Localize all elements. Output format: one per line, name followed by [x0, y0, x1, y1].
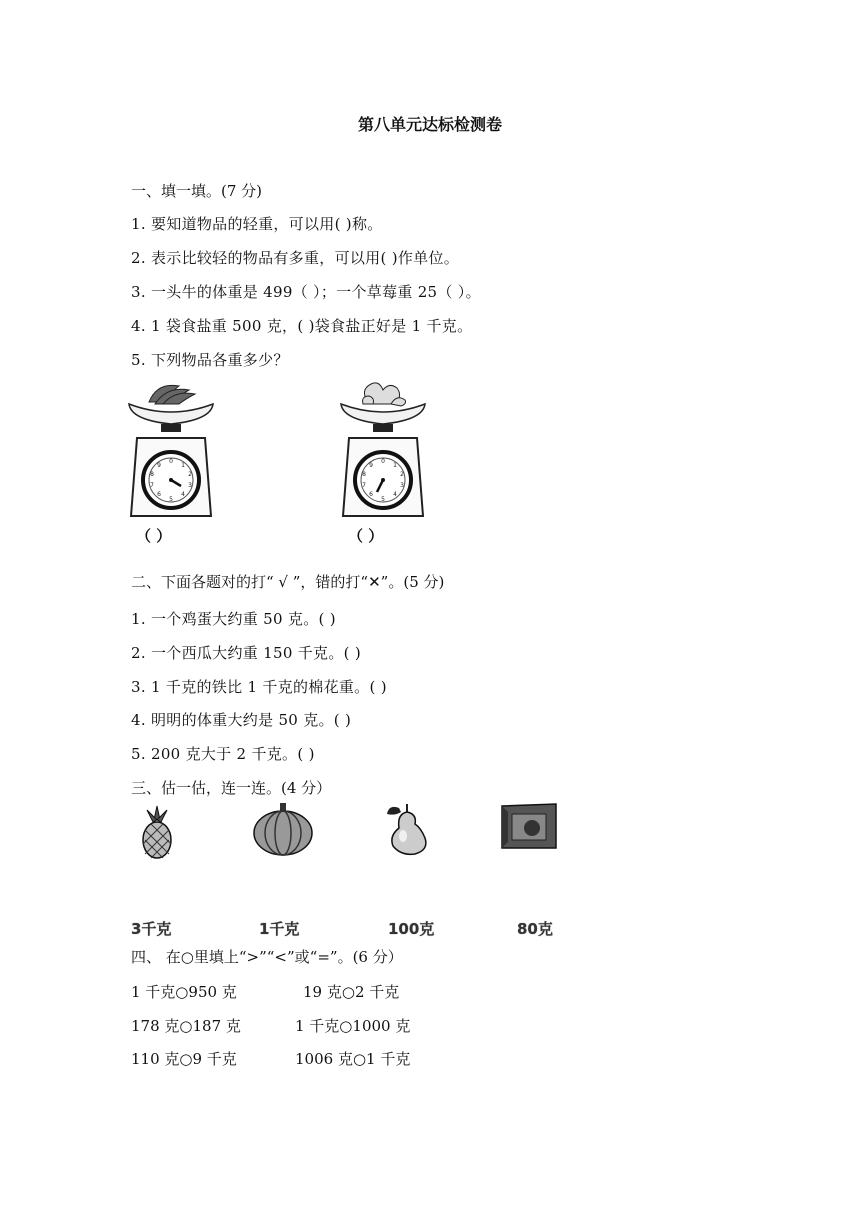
svg-text:8: 8: [362, 471, 366, 478]
svg-text:8: 8: [150, 471, 154, 478]
compare-item: 1 千克○1000 克: [295, 1017, 411, 1035]
question-2-4: 4. 明明的体重大约是 50 克。( ): [131, 711, 352, 729]
svg-text:0: 0: [381, 458, 385, 465]
question-1-4: 4. 1 袋食盐重 500 克，( )袋食盐正好是 1 千克。: [131, 317, 473, 335]
svg-text:7: 7: [150, 482, 154, 489]
section-4-heading: 四、 在○里填上“>”“<”或“=”。(6 分）: [131, 948, 403, 966]
svg-text:3: 3: [188, 482, 192, 489]
question-2-2: 2. 一个西瓜大约重 150 千克。( ): [131, 644, 362, 662]
svg-text:0: 0: [169, 458, 173, 465]
pineapple-icon: [137, 804, 177, 860]
svg-text:2: 2: [188, 471, 192, 478]
page-title: 第八单元达标检测卷: [357, 115, 502, 134]
svg-text:6: 6: [369, 491, 373, 498]
scale-1-answer: （ ）: [136, 527, 172, 545]
question-2-3: 3. 1 千克的铁比 1 千克的棉花重。( ): [131, 678, 387, 696]
scale-2-answer: （ ）: [348, 527, 384, 545]
svg-text:9: 9: [157, 462, 161, 469]
section-1-heading: 一、填一填。(7 分): [131, 182, 263, 200]
svg-text:5: 5: [381, 496, 385, 503]
compare-item: 1 千克○950 克: [131, 983, 237, 1001]
compare-item: 1006 克○1 千克: [295, 1050, 411, 1068]
compare-item: 110 克○9 千克: [131, 1050, 237, 1068]
svg-text:2: 2: [400, 471, 404, 478]
pear-icon: [385, 800, 431, 856]
question-2-5: 5. 200 克大于 2 千克。( ): [131, 745, 315, 763]
svg-text:5: 5: [169, 496, 173, 503]
snack-bag-icon: [500, 802, 558, 850]
weight-label-1kg: 1千克: [259, 920, 300, 938]
svg-text:3: 3: [400, 482, 404, 489]
question-1-2: 2. 表示比较轻的物品有多重，可以用( )作单位。: [131, 249, 460, 267]
svg-text:4: 4: [181, 491, 185, 498]
weight-label-100g: 100克: [388, 920, 435, 938]
compare-item: 19 克○2 千克: [303, 983, 400, 1001]
vegetable-scale-icon: [339, 380, 427, 520]
question-1-3: 3. 一头牛的体重是 499（ ）；一个草莓重 25（ ）。: [131, 283, 481, 301]
weight-label-80g: 80克: [517, 920, 553, 938]
question-2-1: 1. 一个鸡蛋大约重 50 克。( ): [131, 610, 336, 628]
pumpkin-icon: [252, 801, 314, 857]
banana-scale-icon: [127, 380, 215, 520]
section-3-heading: 三、估一估，连一连。(4 分）: [131, 779, 332, 797]
svg-text:4: 4: [393, 491, 397, 498]
weight-label-3kg: 3千克: [131, 920, 172, 938]
svg-text:9: 9: [369, 462, 373, 469]
svg-text:1: 1: [181, 462, 185, 469]
svg-text:6: 6: [157, 491, 161, 498]
question-1-1: 1. 要知道物品的轻重，可以用( )称。: [131, 215, 383, 233]
svg-text:7: 7: [362, 482, 366, 489]
section-2-heading: 二、下面各题对的打“ √ ”，错的打“✕”。(5 分): [131, 573, 445, 591]
question-1-5: 5. 下列物品各重多少？: [131, 351, 289, 369]
compare-item: 178 克○187 克: [131, 1017, 241, 1035]
svg-text:1: 1: [393, 462, 397, 469]
